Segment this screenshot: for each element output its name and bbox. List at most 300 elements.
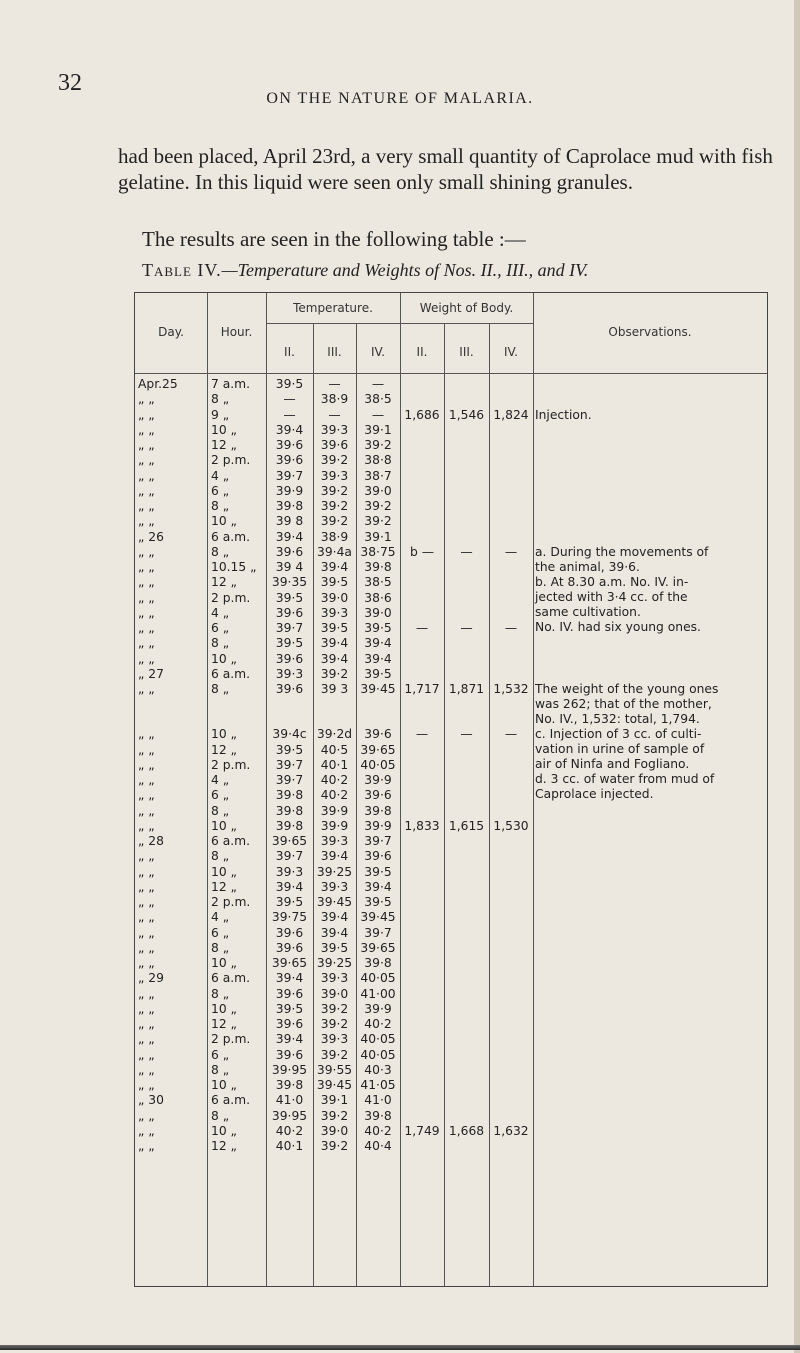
hour-cell: 2 p.m. (211, 1032, 251, 1047)
weight-ii-cell: 1,717 (404, 682, 440, 696)
temp-iii-cell: 39·25 (316, 864, 353, 879)
hour-cell: 2 p.m. (211, 757, 251, 772)
temp-ii-cell: 39·8 (275, 1078, 304, 1092)
day-cell: „ „ (138, 1017, 155, 1031)
temp-iii-cell: 39·2 (320, 514, 349, 529)
hour-cell: 12 „ (211, 1017, 237, 1031)
day-cell: „ „ (138, 864, 155, 879)
temp-iii-cell: 39·2 (320, 1017, 349, 1031)
hour-cell: 10 „ (211, 1001, 237, 1016)
temp-iii-cell: 39·5 (320, 575, 349, 590)
temp-iv-cell: 39·8 (364, 560, 392, 574)
temp-iii-cell: 40·2 (320, 773, 349, 787)
temp-iv-cell: 39·5 (364, 895, 392, 909)
observation-line: air of Ninfa and Fogliano. (535, 757, 690, 771)
temp-iii-cell: 39 3 (320, 682, 349, 696)
col-rule (444, 323, 445, 1286)
hour-cell: 2 p.m. (211, 590, 251, 605)
header-temp-ii: II. (284, 345, 295, 359)
temp-iii-cell: 39·3 (320, 605, 349, 620)
header-rule (135, 373, 767, 374)
table-caption (142, 260, 588, 281)
day-cell: „ „ (138, 514, 155, 529)
day-cell: „ „ (138, 925, 155, 940)
observation-line: c. Injection of 3 cc. of culti- (535, 727, 702, 741)
temp-iv-cell: 39·45 (360, 910, 396, 925)
hour-cell: 8 „ (211, 682, 230, 696)
col-rule (533, 293, 534, 1286)
temp-iv-cell: 40·2 (364, 1123, 392, 1138)
temp-iv-cell: 39·1 (364, 422, 392, 437)
temp-iv-cell: 40·05 (360, 757, 396, 772)
temp-iii-cell: 39·4a (317, 544, 352, 559)
temp-ii-cell: 39·4 (275, 529, 304, 544)
hour-cell: 2 p.m. (211, 453, 251, 468)
temp-iii-cell: 40·1 (320, 757, 349, 772)
temp-iii-cell: 39·0 (320, 590, 349, 605)
temp-ii-cell: 39·4 (275, 879, 304, 894)
weight-ii-cell: 1,749 (404, 1123, 440, 1138)
paragraph-2: The results are seen in the following table :— (142, 227, 526, 251)
day-cell: „ „ (138, 742, 155, 757)
temp-iii-cell: — (328, 407, 341, 422)
temp-iv-cell: 39·9 (364, 1001, 392, 1016)
observation-line: jected with 3·4 cc. of the (535, 589, 688, 604)
temp-iii-cell: 39·3 (320, 971, 349, 986)
hour-cell: 10 „ (211, 651, 237, 666)
day-cell: „ „ (138, 575, 155, 590)
temp-iv-cell: 40·05 (360, 971, 396, 986)
temp-ii-cell: 39·8 (275, 803, 304, 818)
temp-iii-cell: 39·4 (320, 849, 349, 864)
header-temp-iv: IV. (370, 345, 385, 359)
day-cell: „ „ (138, 895, 155, 909)
hour-cell: 12 „ (211, 879, 237, 894)
day-cell: „ „ (138, 1123, 155, 1138)
hour-cell: 12 „ (211, 438, 237, 452)
temp-ii-cell: 41·0 (275, 1093, 304, 1108)
weight-ii-cell: — (415, 621, 429, 635)
day-cell: „ „ (138, 1047, 155, 1062)
temp-iii-cell: 39·2 (320, 1001, 349, 1016)
temp-ii-cell: 39·35 (271, 575, 308, 590)
temp-ii-cell: 39·4 (275, 971, 304, 986)
day-cell: „ „ (138, 1032, 155, 1047)
header-weight-ii: II. (416, 345, 428, 359)
hour-cell: 8 „ (211, 849, 230, 864)
day-cell: „ 29 (138, 971, 164, 986)
day-cell: „ „ (138, 453, 155, 468)
header-observations: Observations. (608, 325, 692, 339)
hour-cell: 4 „ (211, 605, 230, 620)
temp-ii-cell: 39 4 (275, 560, 304, 574)
temp-iii-cell: 38·9 (320, 392, 349, 407)
header-temperature: Temperature. (293, 301, 373, 315)
weight-iv-cell: — (504, 544, 518, 559)
temp-iii-cell: 39·4 (320, 651, 349, 666)
temp-ii-cell: 39·6 (275, 1047, 304, 1062)
day-cell: „ „ (138, 1139, 155, 1153)
hour-cell: 4 „ (211, 468, 230, 483)
temp-ii-cell: 39·6 (275, 1017, 304, 1031)
weight-iii-cell: — (460, 727, 473, 742)
temp-ii-cell: 39·9 (275, 483, 304, 498)
temp-iii-cell: 39·9 (320, 818, 349, 833)
temp-ii-cell: 39·7 (275, 849, 304, 864)
observation-line: a. During the movements of (535, 544, 709, 559)
day-cell: „ „ (138, 590, 155, 605)
temp-iii-cell: 39·4 (320, 560, 349, 574)
temp-iii-cell: 39·2 (320, 1047, 349, 1062)
page-number: 32 (58, 70, 82, 96)
temp-ii-cell: 39·6 (275, 605, 304, 620)
caption-label: Table IV. (142, 260, 222, 280)
temp-iv-cell: 39·4 (364, 651, 392, 666)
temp-iv-cell: 39·5 (364, 621, 392, 635)
temp-iv-cell: 40·2 (364, 1017, 392, 1031)
temp-iv-cell: 39·2 (364, 514, 392, 529)
temp-iv-cell: 39·2 (364, 438, 392, 452)
hour-cell: 8 „ (211, 544, 230, 559)
day-cell: „ „ (138, 849, 155, 864)
temp-iii-cell: 39·2 (320, 499, 349, 513)
weight-iv-cell: 1,824 (493, 407, 529, 422)
hour-cell: 9 „ (211, 407, 230, 422)
temp-iii-cell: 39·4 (320, 636, 349, 651)
temp-iii-cell: 39·3 (320, 422, 349, 437)
hour-cell: 12 „ (211, 575, 237, 590)
hour-cell: 8 „ (211, 392, 230, 407)
temp-ii-cell: 39·65 (271, 956, 308, 970)
day-cell: „ „ (138, 757, 155, 772)
temp-iii-cell: 39·3 (320, 1032, 349, 1047)
observation-line: vation in urine of sample of (535, 742, 705, 756)
hour-cell: 6 a.m. (211, 834, 251, 848)
weight-iii-cell: 1,546 (448, 407, 485, 422)
temp-iv-cell: 39·6 (364, 727, 392, 742)
weight-ii-cell: 1,833 (404, 818, 440, 833)
temp-iv-cell: — (371, 377, 385, 391)
hour-cell: 7 a.m. (211, 377, 251, 391)
bottom-rule (0, 1345, 800, 1350)
page-edge (794, 0, 800, 1353)
hour-cell: 12 „ (211, 1139, 237, 1153)
hour-cell: 6 a.m. (211, 1093, 251, 1108)
hour-cell: 12 „ (211, 742, 237, 757)
day-cell: „ „ (138, 818, 155, 833)
day-cell: „ „ (138, 1078, 155, 1092)
temp-iv-cell: 38·7 (364, 468, 392, 483)
temp-iv-cell: 39·8 (364, 1108, 392, 1123)
hour-cell: 10 „ (211, 727, 237, 742)
day-cell: „ „ (138, 438, 155, 452)
temp-ii-cell: 39·95 (271, 1062, 308, 1077)
temp-iii-cell: — (328, 377, 341, 391)
temp-iv-cell: 39·4 (364, 636, 392, 651)
weight-iv-cell: — (504, 727, 518, 742)
observation-line: the animal, 39·6. (535, 559, 640, 574)
temp-iv-cell: 39·0 (364, 483, 392, 498)
temp-ii-cell: 39·8 (275, 818, 304, 833)
temp-ii-cell: 39·7 (275, 757, 304, 772)
temp-ii-cell: 39·5 (275, 895, 304, 909)
temp-ii-cell: 39·8 (275, 788, 304, 803)
temp-iv-cell: 39·8 (364, 803, 392, 818)
hour-cell: 10 „ (211, 818, 237, 833)
weight-iii-cell: — (460, 544, 473, 559)
temp-ii-cell: 39·6 (275, 940, 304, 955)
temp-iv-cell: 39·7 (364, 834, 392, 848)
hour-cell: 4 „ (211, 773, 230, 787)
temp-iv-cell: 39·5 (364, 864, 392, 879)
observation-line: was 262; that of the mother, (535, 697, 712, 711)
temp-ii-cell: — (283, 392, 296, 407)
temp-iii-cell: 40·5 (320, 742, 349, 757)
day-cell: „ 26 (138, 529, 164, 544)
observation-line: d. 3 cc. of water from mud of (535, 772, 715, 786)
observation-line: No. IV. had six young ones. (535, 619, 701, 634)
temp-ii-cell: 39·7 (275, 621, 304, 635)
temp-ii-cell: 39·5 (275, 377, 304, 391)
temp-iii-cell: 39·2d (316, 727, 353, 742)
temp-ii-cell: 39·8 (275, 499, 304, 513)
hour-cell: 6 a.m. (211, 529, 251, 544)
temp-iv-cell: 40·4 (364, 1139, 392, 1153)
day-cell: „ „ (138, 727, 155, 742)
day-cell: „ „ (138, 940, 155, 955)
temp-iv-cell: 39·7 (364, 925, 392, 940)
day-cell: „ 27 (138, 666, 164, 681)
temp-iv-cell: 41·05 (360, 1078, 396, 1092)
temp-iv-cell: 39·6 (364, 788, 392, 803)
temp-iii-cell: 39·2 (320, 453, 349, 468)
observation-note (535, 408, 763, 423)
hour-cell: 6 „ (211, 483, 230, 498)
header-day: Day. (158, 325, 184, 339)
day-cell: „ „ (138, 956, 155, 970)
day-cell: „ „ (138, 1108, 155, 1123)
temp-iv-cell: 41·0 (364, 1093, 392, 1108)
temp-iii-cell: 39·25 (316, 956, 353, 970)
temp-ii-cell: 39·6 (275, 453, 304, 468)
hour-cell: 10 „ (211, 956, 237, 970)
temp-iv-cell: 39·9 (364, 773, 392, 787)
temp-ii-cell: 39·4c (272, 727, 307, 742)
temp-iv-cell: 39·0 (364, 605, 392, 620)
day-cell: „ „ (138, 1001, 155, 1016)
temp-ii-cell: — (283, 407, 296, 422)
hour-cell: 6 „ (211, 925, 230, 940)
weight-iii-cell: 1,668 (448, 1123, 485, 1138)
header-rule (266, 323, 533, 324)
day-cell: „ „ (138, 910, 155, 925)
observation-line: b. At 8.30 a.m. No. IV. in- (535, 574, 689, 589)
temp-iii-cell: 39·45 (316, 1078, 353, 1092)
day-cell: „ „ (138, 803, 155, 818)
temp-iii-cell: 39·4 (320, 910, 349, 925)
hour-cell: 8 „ (211, 499, 230, 513)
temp-ii-cell: 39·65 (271, 834, 308, 848)
hour-cell: 8 „ (211, 803, 230, 818)
weight-iii-cell: — (460, 621, 473, 635)
temp-iv-cell: 40·3 (364, 1062, 392, 1077)
temp-ii-cell: 39·6 (275, 438, 304, 452)
temp-iii-cell: 39·55 (316, 1062, 353, 1077)
temp-iii-cell: 39·6 (320, 438, 349, 452)
temp-iv-cell: 39·9 (364, 818, 392, 833)
day-cell: „ 28 (138, 834, 164, 848)
temp-iii-cell: 39·5 (320, 940, 349, 955)
hour-cell: 4 „ (211, 910, 230, 925)
temp-ii-cell: 39·7 (275, 468, 304, 483)
temp-ii-cell: 39·6 (275, 682, 304, 696)
day-cell: „ „ (138, 544, 155, 559)
temp-iv-cell: 38·5 (364, 575, 392, 590)
observation-line: same cultivation. (535, 604, 641, 619)
hour-cell: 8 „ (211, 636, 230, 651)
hour-cell: 6 „ (211, 788, 230, 803)
temp-iv-cell: 40·05 (360, 1047, 396, 1062)
weight-iii-cell: 1,615 (448, 818, 485, 833)
day-cell: „ „ (138, 407, 155, 422)
temp-ii-cell: 39·75 (271, 910, 308, 925)
hour-cell: 10 „ (211, 422, 237, 437)
day-cell: „ 30 (138, 1093, 164, 1108)
day-cell: „ „ (138, 605, 155, 620)
temp-iv-cell: 40·05 (360, 1032, 396, 1047)
temp-ii-cell: 39·7 (275, 773, 304, 787)
weight-iv-cell: 1,632 (493, 1123, 529, 1138)
running-head: ON THE NATURE OF MALARIA. (266, 90, 534, 107)
hour-cell: 8 „ (211, 1108, 230, 1123)
temp-ii-cell: 39·5 (275, 590, 304, 605)
temp-ii-cell: 40·2 (275, 1123, 304, 1138)
weight-iv-cell: 1,532 (493, 682, 529, 696)
temp-iii-cell: 39·5 (320, 621, 349, 635)
day-cell: „ „ (138, 1062, 155, 1077)
header-temp-iii: III. (327, 345, 342, 359)
temp-ii-cell: 39·3 (275, 864, 304, 879)
temp-iii-cell: 38·9 (320, 529, 349, 544)
day-cell: „ „ (138, 879, 155, 894)
col-rule (207, 293, 208, 1286)
day-cell: „ „ (138, 636, 155, 651)
temp-iv-cell: 38·8 (364, 453, 392, 468)
day-cell: „ „ (138, 483, 155, 498)
header-hour: Hour. (220, 325, 253, 339)
day-cell: „ „ (138, 621, 155, 635)
temp-iv-cell: 41·00 (360, 986, 396, 1001)
temp-ii-cell: 39·6 (275, 925, 304, 940)
observation-line: The weight of the young ones (535, 682, 719, 696)
temp-ii-cell: 39·5 (275, 1001, 304, 1016)
day-cell: „ „ (138, 468, 155, 483)
temp-ii-cell: 39·6 (275, 544, 304, 559)
hour-cell: 10.15 „ (211, 560, 257, 574)
temp-iii-cell: 39·0 (320, 986, 349, 1001)
hour-cell: 10 „ (211, 1123, 237, 1138)
temp-iv-cell: 39·65 (360, 940, 396, 955)
hour-cell: 8 „ (211, 986, 230, 1001)
temp-iv-cell: 39·8 (364, 956, 392, 970)
hour-cell: 6 a.m. (211, 666, 251, 681)
temp-ii-cell: 39·5 (275, 636, 304, 651)
day-cell: „ „ (138, 392, 155, 407)
data-table (134, 292, 768, 1287)
observation-line: Injection. (535, 407, 592, 422)
temp-ii-cell: 40·1 (275, 1139, 304, 1153)
temp-iii-cell: 39·9 (320, 803, 349, 818)
hour-cell: 10 „ (211, 864, 237, 879)
hour-cell: 2 p.m. (211, 895, 251, 909)
weight-ii-cell: 1,686 (404, 407, 440, 422)
weight-ii-cell: — (415, 727, 429, 742)
weight-iv-cell: 1,530 (493, 818, 529, 833)
temp-iii-cell: 39·0 (320, 1123, 349, 1138)
hour-cell: 6 „ (211, 1047, 230, 1062)
temp-iv-cell: 39·1 (364, 529, 392, 544)
observation-note (535, 545, 763, 635)
col-rule (489, 323, 490, 1286)
day-cell: „ „ (138, 788, 155, 803)
temp-iii-cell: 39·2 (320, 483, 349, 498)
header-weight-iv: IV. (503, 345, 518, 359)
temp-ii-cell: 39·3 (275, 666, 304, 681)
temp-iii-cell: 39·2 (320, 666, 349, 681)
hour-cell: 6 „ (211, 621, 230, 635)
temp-iii-cell: 39·4 (320, 925, 349, 940)
day-cell: „ „ (138, 773, 155, 787)
temp-iv-cell: 39·45 (360, 682, 396, 696)
temp-iv-cell: 38·75 (360, 544, 396, 559)
day-cell: „ „ (138, 560, 155, 574)
day-cell: Apr.25 (138, 377, 178, 391)
temp-iii-cell: 39·1 (320, 1093, 349, 1108)
temp-iv-cell: 39·65 (360, 742, 396, 757)
temp-ii-cell: 39·5 (275, 742, 304, 757)
temp-iv-cell: 39·6 (364, 849, 392, 864)
temp-ii-cell: 39·4 (275, 422, 304, 437)
temp-iii-cell: 39·2 (320, 1139, 349, 1153)
weight-iii-cell: 1,871 (448, 682, 485, 696)
header-weight: Weight of Body. (419, 301, 514, 315)
weight-iv-cell: — (504, 621, 518, 635)
temp-iv-cell: 38·5 (364, 392, 392, 407)
observation-line: No. IV., 1,532: total, 1,794. (535, 712, 700, 726)
hour-cell: 10 „ (211, 1078, 237, 1092)
observation-note (535, 682, 763, 802)
temp-ii-cell: 39·6 (275, 986, 304, 1001)
hour-cell: 6 a.m. (211, 971, 251, 986)
temp-ii-cell: 39 8 (275, 514, 304, 529)
temp-iv-cell: — (371, 407, 385, 422)
hour-cell: 8 „ (211, 940, 230, 955)
hour-cell: 8 „ (211, 1062, 230, 1077)
temp-iii-cell: 39·3 (320, 468, 349, 483)
temp-iii-cell: 39·45 (316, 895, 353, 909)
temp-iii-cell: 40·2 (320, 788, 349, 803)
observation-line: Caprolace injected. (535, 787, 654, 801)
temp-iii-cell: 39·3 (320, 834, 349, 848)
caption-title: —Temperature and Weights of Nos. II., III., and IV. (221, 260, 589, 280)
day-cell: „ „ (138, 651, 155, 666)
temp-iv-cell: 39·4 (364, 879, 392, 894)
header-weight-iii: III. (459, 345, 474, 359)
day-cell: „ „ (138, 422, 155, 437)
paragraph-1: had been placed, April 23rd, a very small quantity of Caprolace mud with fish gelatine. In this liquid were seen only small shining granules. (118, 144, 773, 194)
hour-cell: 10 „ (211, 514, 237, 529)
temp-ii-cell: 39·4 (275, 1032, 304, 1047)
